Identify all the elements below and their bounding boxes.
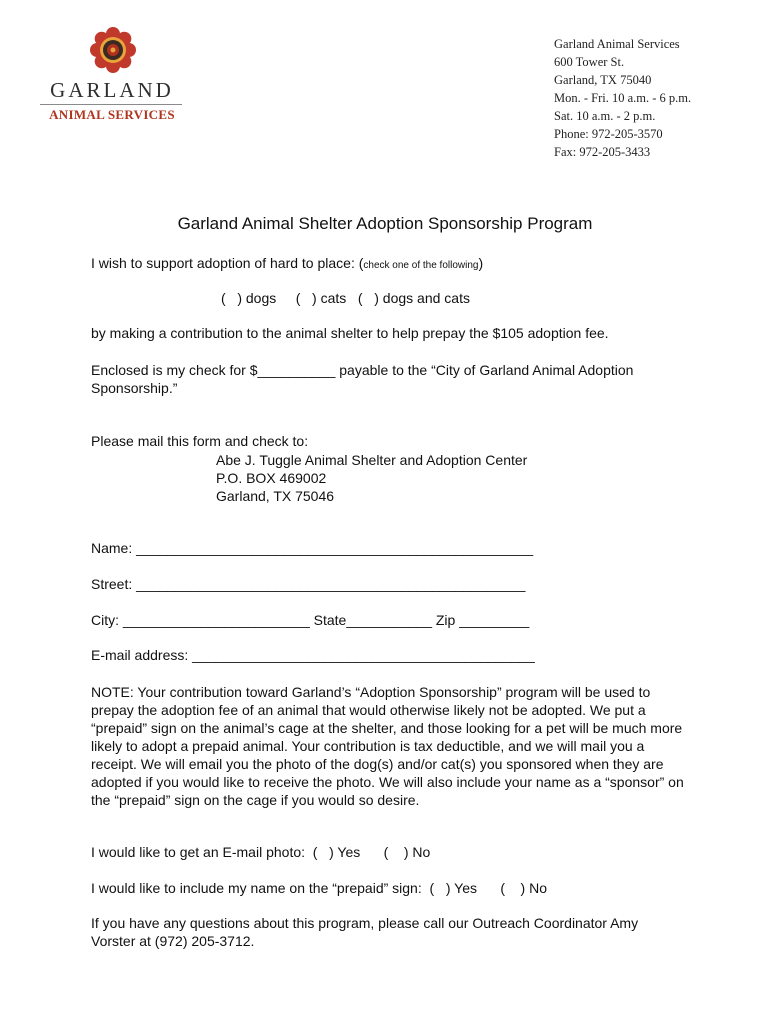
intro-close: ) <box>478 255 484 271</box>
email-field[interactable]: E-mail address: ____________________________________________ <box>91 647 535 663</box>
city-state-zip-field[interactable]: City: ________________________ State___________ Zip _________ <box>91 612 530 628</box>
address-line: Garland, TX 75040 <box>554 73 652 87</box>
address-line: 600 Tower St. <box>554 55 625 69</box>
intro-text: I wish to support adoption of hard to place: ( <box>91 255 364 271</box>
garland-seal-icon <box>89 26 137 74</box>
intro-line <box>91 255 483 271</box>
enclosed-text: Enclosed is my check for $__________ payable to the “City of Garland Animal Adoption Sponsorship.” <box>91 362 634 396</box>
address-line: Sat. 10 a.m. - 2 p.m. <box>554 109 656 123</box>
mail-line: Abe J. Tuggle Animal Shelter and Adoption Center <box>216 452 528 468</box>
address-line: Fax: 972-205-3433 <box>554 145 651 159</box>
email-photo-choice[interactable]: I would like to get an E-mail photo: ( ) Yes ( ) No <box>91 844 431 860</box>
address-line: Garland Animal Services <box>554 37 680 51</box>
logo-divider <box>40 104 182 105</box>
address-block <box>554 35 691 161</box>
note-paragraph: NOTE: Your contribution toward Garland’s “Adoption Sponsorship” program will be used to prepay the adoption fee of an animal that would otherwise likely not be adopted. We put a “prepaid” sign on the animal’s cage at the shelter, and those looking for a pet will be much more likely to adopt a prepaid animal. Your contribution is tax deductible, and we will mail you a receipt. We will email you the photo of the dog(s) and/or cat(s) you sponsored when they are adopted if you would like to receive the photo. We will also include your name as a “sponsor” on the “prepaid” sign on the cage if you would so desire. <box>91 684 684 808</box>
mail-line: P.O. BOX 469002 <box>216 470 327 486</box>
questions-text: If you have any questions about this program, please call our Outreach Coordinator Amy Vorster at (972) 205-3712. <box>91 915 639 949</box>
intro-hint: check one of the following <box>363 260 479 271</box>
page-title: Garland Animal Shelter Adoption Sponsorship Program <box>177 214 593 233</box>
mail-line: Garland, TX 75046 <box>216 488 335 504</box>
address-line: Mon. - Fri. 10 a.m. - 6 p.m. <box>554 91 692 105</box>
animal-options[interactable]: ( ) dogs ( ) cats ( ) dogs and cats <box>221 290 470 306</box>
logo-wordmark: GARLAND <box>50 78 174 102</box>
name-field[interactable]: Name: ___________________________________________________ <box>91 540 534 556</box>
include-name-choice[interactable]: I would like to include my name on the “prepaid” sign: ( ) Yes ( ) No <box>91 880 547 896</box>
logo-subtitle: ANIMAL SERVICES <box>49 107 175 122</box>
street-field[interactable]: Street: __________________________________________________ <box>91 576 526 592</box>
contribution-text: by making a contribution to the animal shelter to help prepay the $105 adoption fee. <box>91 325 609 341</box>
address-line: Phone: 972-205-3570 <box>554 127 663 141</box>
mail-intro: Please mail this form and check to: <box>91 433 309 449</box>
